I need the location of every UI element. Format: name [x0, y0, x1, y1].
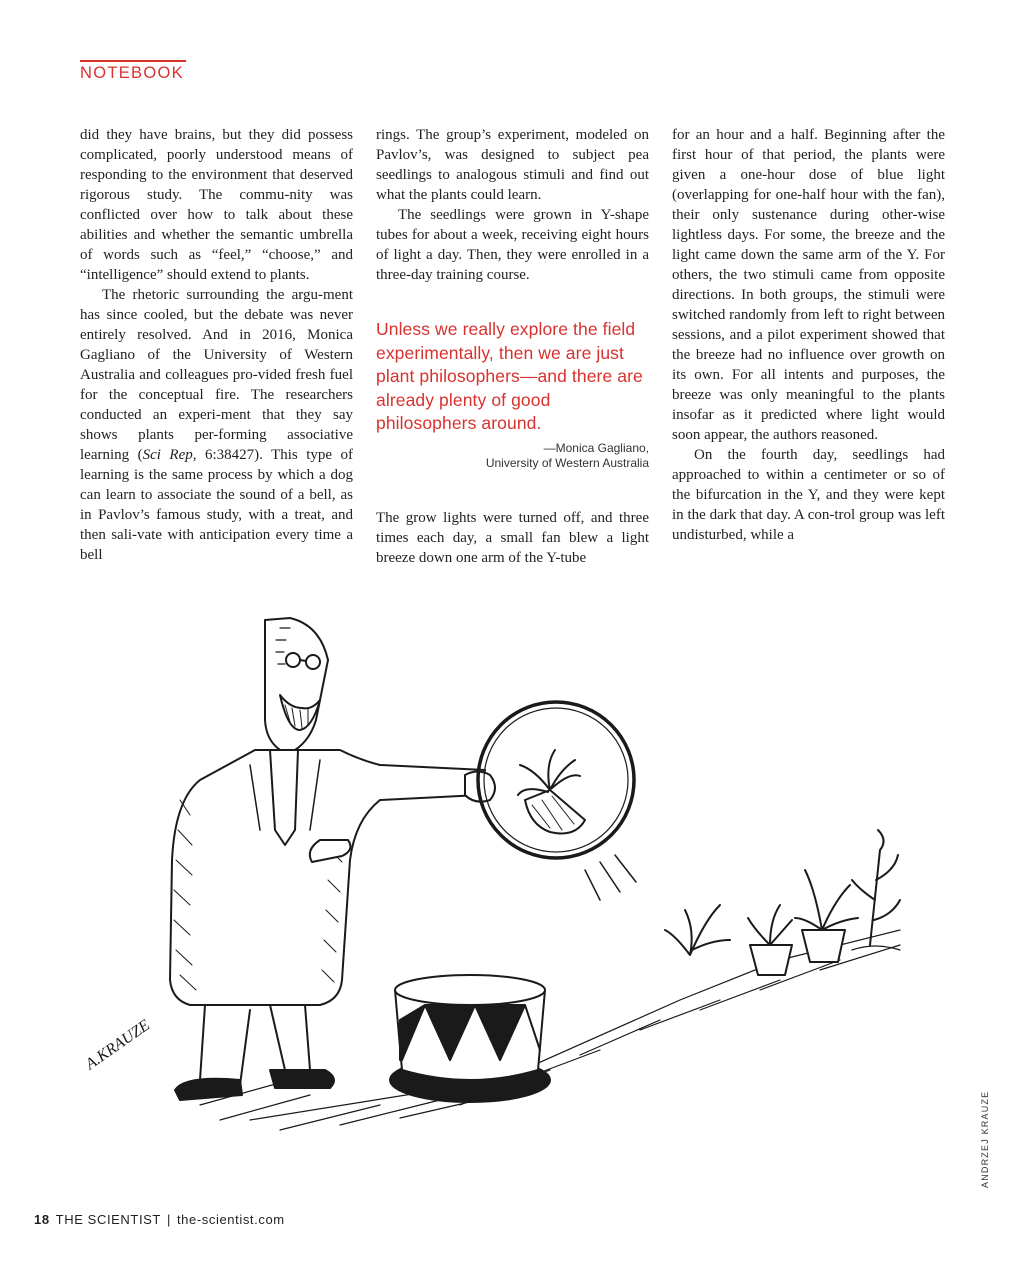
- article-column-2: [376, 125, 649, 285]
- column1-p2-start: The rhetoric surrounding the argu-ment has since cooled, but the debate was never entirely resolved. And in 2016, Monica Gagliano of the University of Western Australia and colleagues pro-vided fresh fuel for the conceptual fire. The researchers conducted an experi-ment that they say shows plants per-forming associative learning (: [80, 287, 353, 463]
- column1-p2-end: , 6:38427). This type of learning is the same process by which a dog can learn to associate the sound of a bell, as in Pavlov’s famous study, with a treat, and then sali-vate with anticipation every time a bell: [80, 447, 353, 563]
- column2-paragraph-3: The grow lights were turned off, and three times each day, a small fan blew a light breeze down one arm of the Y-tube: [376, 510, 649, 566]
- illustration-credit: ANDRZEJ KRAUZE: [980, 1090, 990, 1188]
- column2-paragraph-1: rings. The group’s experiment, modeled on Pavlov’s, was designed to subject pea seedlings to analogous stimuli and find out what the plants could learn.: [376, 127, 649, 203]
- potted-plants-row: [665, 830, 900, 975]
- section-rule: [80, 60, 186, 62]
- pull-quote-attribution: [376, 441, 649, 471]
- page-number: 18: [34, 1212, 50, 1227]
- section-label: NOTEBOOK: [80, 64, 184, 82]
- footer-separator: |: [166, 1212, 171, 1227]
- jumping-pot-plant: [518, 750, 585, 834]
- motion-lines: [585, 855, 636, 900]
- circus-pedestal: [390, 975, 550, 1102]
- article-column-3: [672, 125, 945, 545]
- publication-name: THE SCIENTIST: [55, 1212, 161, 1227]
- column2-paragraph-2: The seedlings were grown in Y-shape tubes for about a week, receiving eight hours of light a day. Then, they were enrolled in a three-day training course.: [376, 207, 649, 283]
- page-footer: [34, 1212, 285, 1227]
- pull-quote: Unless we really explore the field experimentally, then we are just plant philosophers—and there are already plenty of good philosophers around.: [376, 319, 643, 433]
- attribution-name: —Monica Gagliano,: [543, 441, 649, 455]
- artist-signature: A.KRAUZE: [82, 1016, 154, 1074]
- article-column-1: [80, 125, 353, 565]
- attribution-affiliation: University of Western Australia: [485, 456, 649, 470]
- pavlov-plant-cartoon: [80, 600, 960, 1160]
- journal-citation: Sci Rep: [142, 447, 193, 463]
- column3-paragraph-1: for an hour and a half. Beginning after the first hour of that period, the plants were given a one-hour dose of blue light (overlapping for one-half hour with the fan), their only sustenance during other-wise lightless days. For some, the breeze and the light came down the same arm of the Y. For others, the two stimuli came from opposite directions. In both groups, the stimuli were switched randomly from left to right between sessions, and a pilot experiment showed that the breeze had no influence over growth on its own. For all intents and purposes, the breeze was only meaningful to the plants insofar as it predicted where light would soon appear, the authors reasoned.: [672, 127, 945, 443]
- column1-paragraph-2: [80, 285, 353, 565]
- column1-paragraph-1: did they have brains, but they did possess complicated, poorly understood means of responding to the environment that deserved rigorous study. The commu-nity was conflicted over how to talk about these abilities and whether the semantic umbrella of words such as “feel,” “choose,” and “intelligence” should extend to plants.: [80, 127, 353, 283]
- publication-url[interactable]: the-scientist.com: [176, 1212, 285, 1227]
- column3-paragraph-2: On the fourth day, seedlings had approached to within a centimeter or so of the bifurcation in the Y, and they were kept in the dark that day. A con-trol group was left undisturbed, while a: [672, 447, 945, 543]
- article-column-2-continued: [376, 508, 649, 568]
